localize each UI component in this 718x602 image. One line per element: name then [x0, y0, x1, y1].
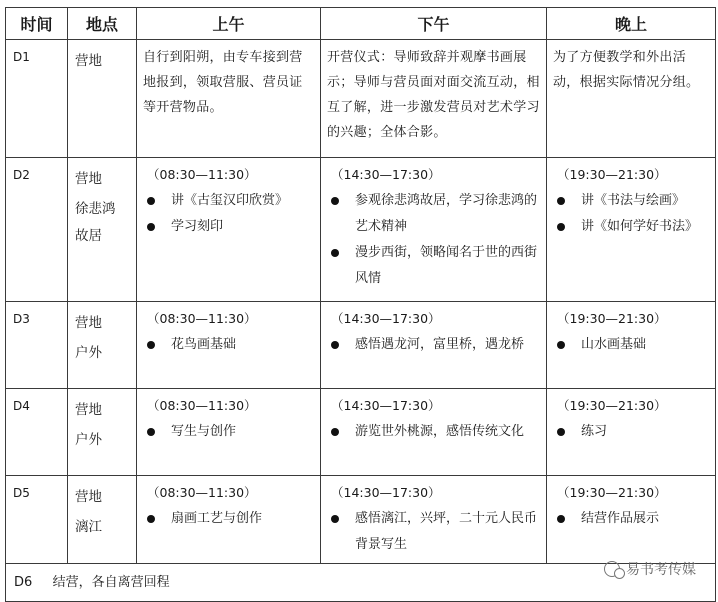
list-item: 讲《古玺汉印欣赏》 — [137, 188, 320, 214]
header-location: 地点 — [68, 8, 137, 40]
wechat-icon — [604, 561, 620, 577]
bullet-icon — [331, 341, 339, 349]
watermark-text: 易书考传媒 — [626, 562, 696, 578]
time-range: （08:30—11:30） — [147, 485, 257, 500]
list-item: 练习 — [547, 419, 715, 445]
morning-cell — [137, 158, 321, 302]
location-cell — [68, 40, 137, 158]
table-row — [6, 302, 716, 389]
bullet-icon — [557, 515, 565, 523]
time-range: （19:30—21:30） — [557, 485, 667, 500]
schedule-table — [5, 7, 716, 602]
table-row — [6, 158, 716, 302]
time-range: （14:30—17:30） — [331, 398, 441, 413]
location-text: 营地 — [75, 53, 102, 69]
list-item: 感悟遇龙河，富里桥，遇龙桥 — [321, 332, 546, 358]
time-range: （19:30—21:30） — [557, 398, 667, 413]
bullet-icon — [557, 341, 565, 349]
evening-cell — [547, 158, 716, 302]
location-cell — [68, 476, 137, 564]
afternoon-cell: 开营仪式：导师致辞并观摩书画展示；导师与营员面对面交流互动，相互了解，进一步激发营员对艺术学习的兴趣；全体合影。 — [321, 40, 547, 158]
afternoon-cell — [321, 302, 547, 389]
list-item: 山水画基础 — [547, 332, 715, 358]
evening-cell — [547, 389, 716, 476]
list-item: 游览世外桃源，感悟传统文化 — [321, 419, 546, 445]
bullet-icon — [331, 249, 339, 257]
location-text: 营地 — [75, 489, 102, 505]
evening-cell — [547, 476, 716, 564]
header-morning: 上午 — [137, 8, 321, 40]
location-cell — [68, 389, 137, 476]
location-text: 漓江 — [75, 519, 102, 535]
bullet-icon — [557, 197, 565, 205]
bullet-icon — [331, 197, 339, 205]
location-text: 徐悲鸿故居 — [75, 201, 116, 244]
list-item: 学习刻印 — [137, 214, 320, 240]
time-range: （14:30—17:30） — [331, 311, 441, 326]
list-item: 参观徐悲鸿故居，学习徐悲鸿的艺术精神 — [321, 188, 546, 240]
bullet-icon — [557, 223, 565, 231]
bullet-icon — [147, 341, 155, 349]
evening-cell: 为了方便教学和外出活动，根据实际情况分组。 — [547, 40, 716, 158]
location-text: 营地 — [75, 171, 102, 187]
location-text: 营地 — [75, 315, 102, 331]
day-cell: D5 — [6, 476, 68, 564]
list-item: 讲《如何学好书法》 — [547, 214, 715, 240]
time-range: （14:30—17:30） — [331, 485, 441, 500]
bullet-icon — [147, 515, 155, 523]
day-cell: D1 — [6, 40, 68, 158]
time-range: （08:30—11:30） — [147, 398, 257, 413]
bullet-icon — [331, 515, 339, 523]
day-cell: D4 — [6, 389, 68, 476]
header-afternoon: 下午 — [321, 8, 547, 40]
day-cell: D3 — [6, 302, 68, 389]
location-text: 户外 — [75, 432, 102, 448]
morning-cell — [137, 302, 321, 389]
day-cell: D2 — [6, 158, 68, 302]
location-cell — [68, 302, 137, 389]
table-row — [6, 476, 716, 564]
table-row — [6, 40, 716, 158]
header-time: 时间 — [6, 8, 68, 40]
bullet-icon — [557, 428, 565, 436]
evening-cell — [547, 302, 716, 389]
afternoon-cell — [321, 158, 547, 302]
header-evening: 晚上 — [547, 8, 716, 40]
list-item: 感悟漓江，兴坪，二十元人民币背景写生 — [321, 506, 546, 558]
table-row — [6, 389, 716, 476]
location-text: 户外 — [75, 345, 102, 361]
list-item: 写生与创作 — [137, 419, 320, 445]
list-item: 扇画工艺与创作 — [137, 506, 320, 532]
bullet-icon — [147, 223, 155, 231]
list-item: 讲《书法与绘画》 — [547, 188, 715, 214]
afternoon-cell — [321, 389, 547, 476]
bullet-icon — [147, 428, 155, 436]
list-item: 花鸟画基础 — [137, 332, 320, 358]
morning-cell — [137, 389, 321, 476]
time-range: （14:30—17:30） — [331, 167, 441, 182]
final-day-text: 结营，各自离营回程 — [52, 575, 170, 590]
time-range: （08:30—11:30） — [147, 167, 257, 182]
watermark — [604, 559, 696, 579]
time-range: （08:30—11:30） — [147, 311, 257, 326]
location-text: 营地 — [75, 402, 102, 418]
morning-cell — [137, 476, 321, 564]
time-range: （19:30—21:30） — [557, 311, 667, 326]
list-item: 漫步西街，领略闻名于世的西街风情 — [321, 240, 546, 292]
day-label: D6 — [14, 575, 33, 590]
bullet-icon — [147, 197, 155, 205]
morning-cell: 自行到阳朔，由专车接到营地报到，领取营服、营员证等开营物品。 — [137, 40, 321, 158]
list-item: 结营作品展示 — [547, 506, 715, 532]
time-range: （19:30—21:30） — [557, 167, 667, 182]
afternoon-cell — [321, 476, 547, 564]
header-row — [6, 8, 716, 40]
location-cell — [68, 158, 137, 302]
bullet-icon — [331, 428, 339, 436]
